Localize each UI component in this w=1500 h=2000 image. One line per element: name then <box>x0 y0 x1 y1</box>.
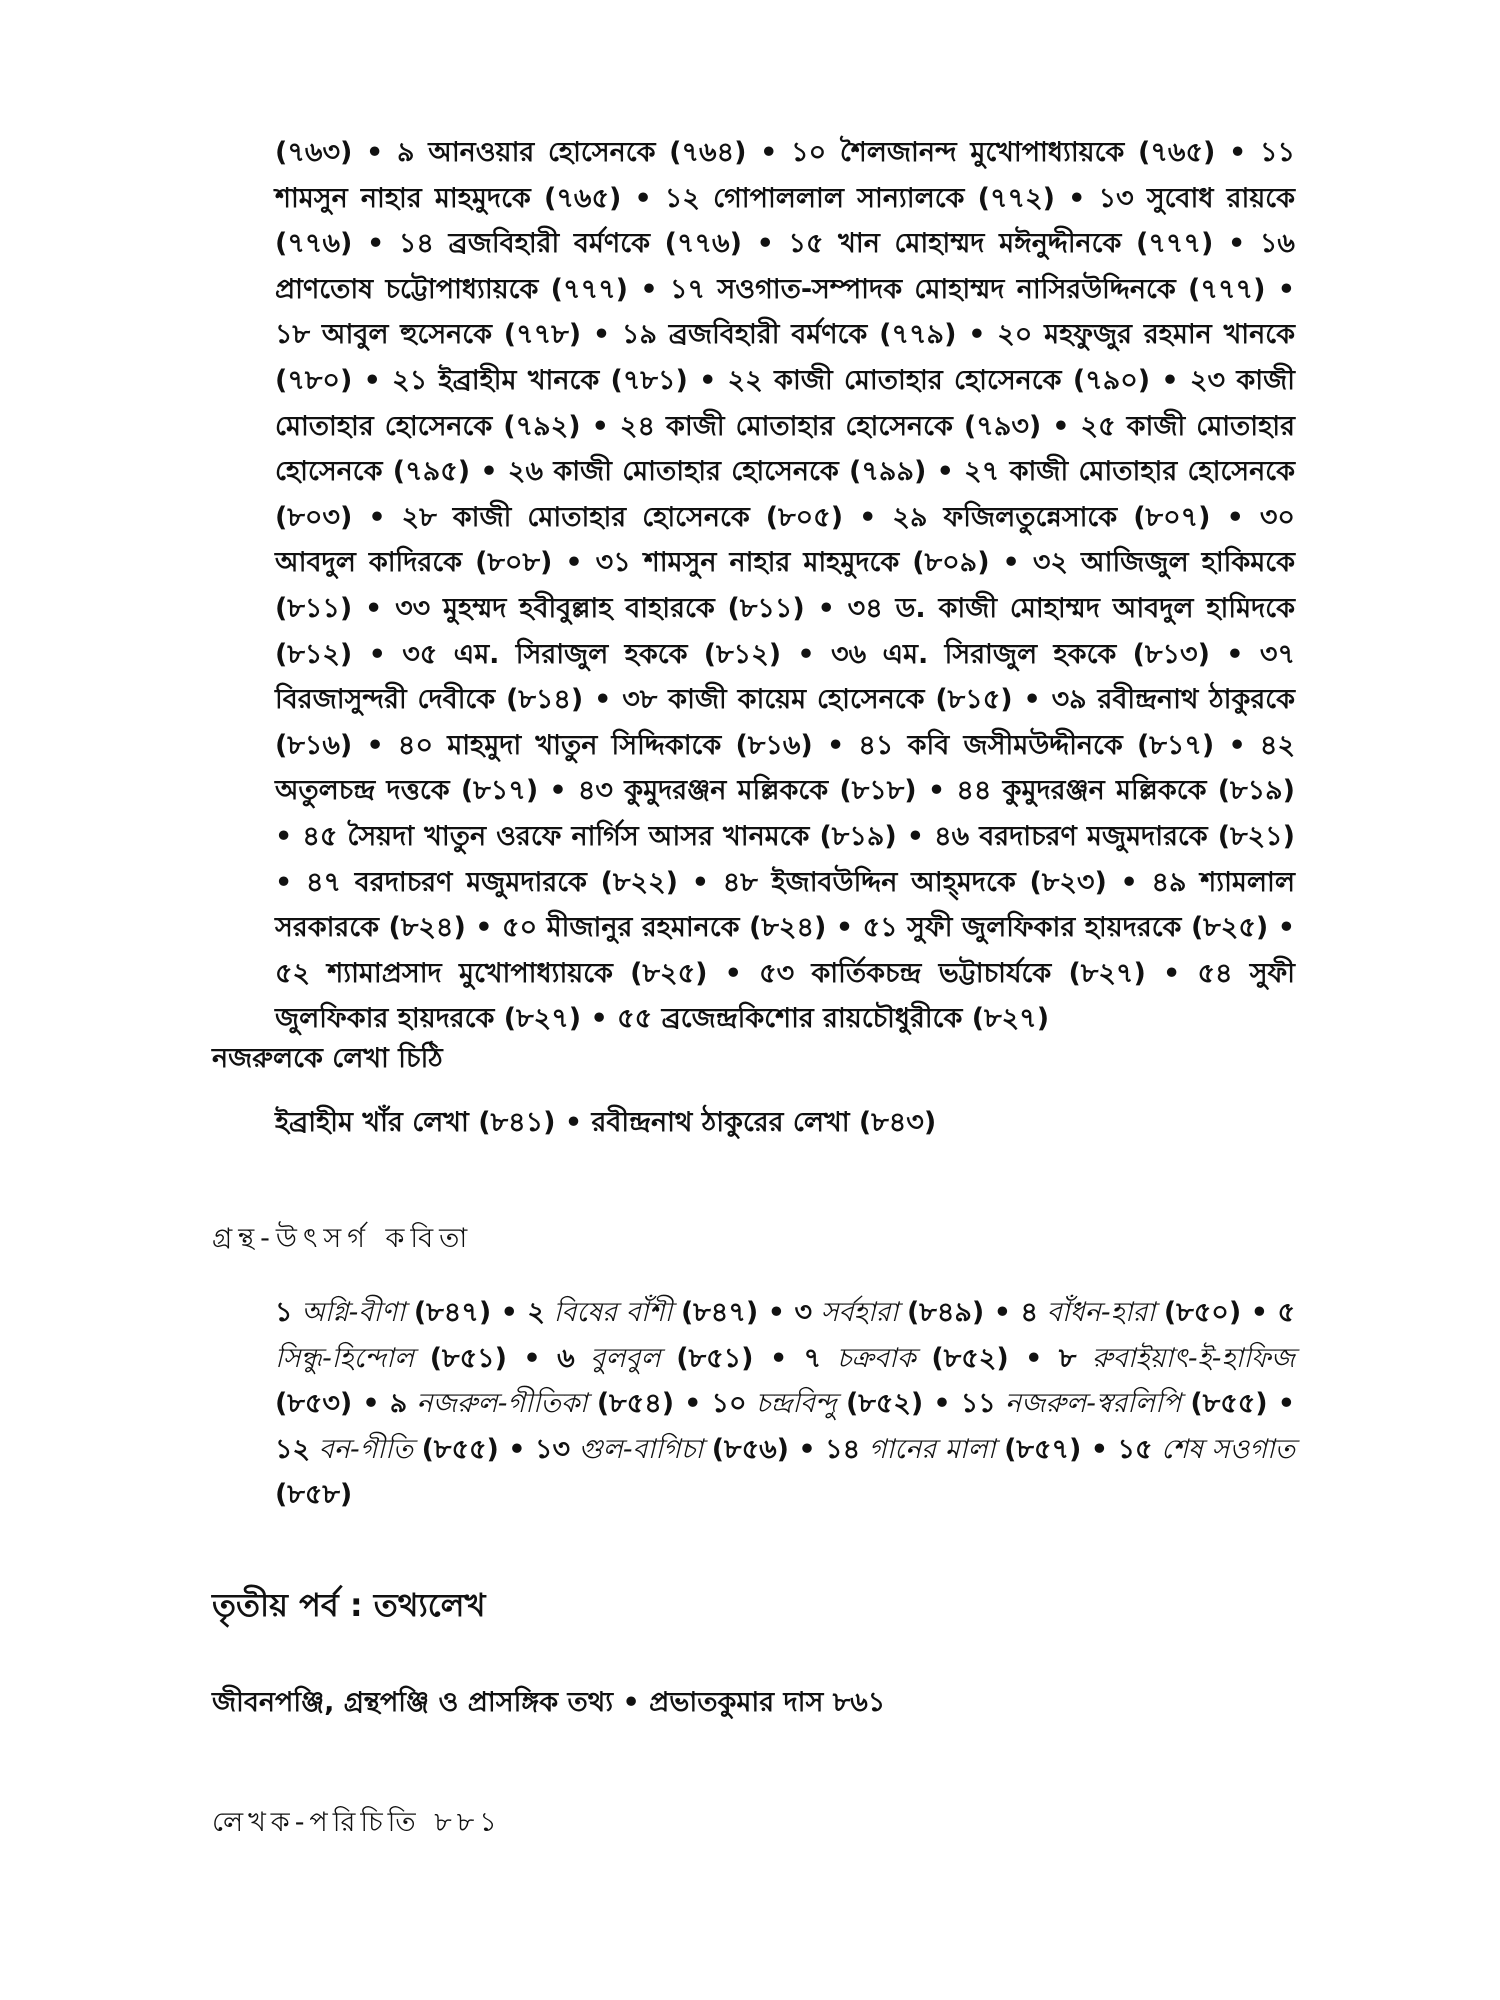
bullet-separator: • <box>1241 1297 1278 1328</box>
poem-page: (৮৫৪) <box>596 1388 675 1419</box>
poem-title: বন-গীতি <box>318 1433 413 1465</box>
part-three-title: তৃতীয় পর্ব : তথ্যলেখ <box>212 1586 486 1624</box>
poem-title: শেষ সওগাত <box>1161 1433 1296 1465</box>
poem-title: রুবাইয়াৎ-ই-হাফিজ <box>1092 1342 1295 1374</box>
dedication-poem-entry <box>390 1388 674 1419</box>
dedication-poem-entry <box>804 1343 1009 1374</box>
poem-number: ৩ <box>794 1297 813 1328</box>
bullet-separator: • <box>506 1342 558 1374</box>
poem-page: (৮৪৭) <box>680 1297 759 1328</box>
poem-number: ১০ <box>711 1388 747 1419</box>
dedication-poem-entry <box>712 1388 924 1419</box>
bullet-separator: • <box>789 1433 826 1465</box>
bullet-separator: • <box>498 1433 535 1465</box>
poem-title: গানের মালা <box>868 1433 996 1465</box>
poem-number: ৮ <box>1058 1342 1077 1374</box>
dedication-poem-entry <box>557 1343 753 1374</box>
poem-number: ১৪ <box>825 1433 861 1465</box>
poem-number: ৫ <box>1277 1297 1295 1328</box>
poem-title: সর্বহারা <box>820 1297 899 1328</box>
bullet-separator: • <box>1081 1433 1118 1465</box>
dedication-poem-entry <box>961 1388 1268 1419</box>
dedication-poem-entry <box>275 1434 499 1465</box>
dedication-poem-entry <box>794 1297 984 1328</box>
poem-number: ১১ <box>960 1388 996 1419</box>
poem-number: ১৩ <box>534 1433 571 1465</box>
dedication-poem-entry <box>527 1297 758 1328</box>
letters-to-nazrul-heading: নজরুলকে লেখা চিঠি <box>212 1043 443 1074</box>
poem-title: চক্রবাক <box>836 1342 916 1374</box>
poem-number: ১ <box>275 1297 293 1328</box>
dedication-poems-heading: গ্রন্থ-উৎসর্গ কবিতা <box>212 1223 474 1254</box>
poem-number: ৪ <box>1020 1297 1038 1328</box>
dedication-poem-entry <box>825 1434 1081 1465</box>
bullet-separator: • <box>753 1342 804 1374</box>
poem-page: (৮৫২) <box>931 1342 1009 1374</box>
dedication-poem-entry <box>275 1297 491 1328</box>
poem-number: ৭ <box>803 1342 822 1374</box>
poem-page: (৮৫০) <box>1163 1297 1242 1328</box>
poem-number: ১২ <box>275 1433 311 1465</box>
letters-list-paragraph: (৭৬৩) • ৯ আনওয়ার হোসেনকে (৭৬৪) • ১০ শৈলজানন্দ মুখোপাধ্যায়কে (৭৬৫) • ১১ শামসুন নাহার মাহমুদকে (৭৬৫) • ১২ গোপাললাল সান্যালকে (৭৭২) • ১৩ সুবোধ রায়কে (৭৭৬) • ১৪ ব্রজবিহারী বর্মণকে (৭৭৬) • ১৫ খান মোহাম্মদ মঈনুদ্দীনকে (৭৭৭) • ১৬ প্রাণতোষ চট্টোপাধ্যায়কে (৭৭৭) • ১৭ সওগাত-সম্পাদক মোহাম্মদ নাসিরউদ্দিনকে (৭৭৭) • ১৮ আবুল হুসেনকে (৭৭৮) • ১৯ ব্রজবিহারী বর্মণকে (৭৭৯) • ২০ মহফুজুর রহমান খানকে (৭৮০) • ২১ ইব্রাহীম খানকে (৭৮১) • ২২ কাজী মোতাহার হোসেনকে (৭৯০) • ২৩ কাজী মোতাহার হোসেনকে (৭৯২) • ২৪ কাজী মোতাহার হোসেনকে (৭৯৩) • ২৫ কাজী মোতাহার হোসেনকে (৭৯৫) • ২৬ কাজী মোতাহার হোসেনকে (৭৯৯) • ২৭ কাজী মোতাহার হোসেনকে (৮০৩) • ২৮ কাজী মোতাহার হোসেনকে (৮০৫) • ২৯ ফজিলতুন্নেসাকে (৮০৭) • ৩০ আবদুল কাদিরকে (৮০৮) • ৩১ শামসুন নাহার মাহমুদকে (৮০৯) • ৩২ আজিজুল হাকিমকে (৮১১) • ৩৩ মুহম্মদ হবীবুল্লাহ বাহারকে (৮১১) • ৩৪ ড. কাজী মোহাম্মদ আবদুল হামিদকে (৮১২) • ৩৫ এম. সিরাজুল হককে (৮১২) • ৩৬ এম. সিরাজুল হককে (৮১৩) • ৩৭ বিরজাসুন্দরী দেবীকে (৮১৪) • ৩৮ কাজী কায়েম হোসেনকে (৮১৫) • ৩৯ রবীন্দ্রনাথ ঠাকুরকে (৮১৬) • ৪০ মাহমুদা খাতুন সিদ্দিকাকে (৮১৬) • ৪১ কবি জসীমউদ্দীনকে (৮১৭) • ৪২ অতুলচন্দ্র দত্তকে (৮১৭) • ৪৩ কুমুদরঞ্জন মল্লিককে (৮১৮) • ৪৪ কুমুদরঞ্জন মল্লিককে (৮১৯) • ৪৫ সৈয়দা খাতুন ওরফে নার্গিস আসর খানমকে (৮১৯) • ৪৬ বরদাচরণ মজুমদারকে (৮২১) • ৪৭ বরদাচরণ মজুমদারকে (৮২২) • ৪৮ ইজাবউদ্দিন আহ্‌মদকে (৮২৩) • ৪৯ শ্যামলাল সরকারকে (৮২৪) • ৫০ মীজানুর রহমানকে (৮২৪) • ৫১ সুফী জুলফিকার হায়দরকে (৮২৫) • ৫২ শ্যামাপ্রসাদ মুখোপাধ্যায়কে (৮২৫) • ৫৩ কার্তিকচন্দ্র ভট্টাচার্যকে (৮২৭) • ৫৪ সুফী জুলফিকার হায়দরকে (৮২৭) • ৫৫ ব্রজেন্দ্রকিশোর রায়চৌধুরীকে (৮২৭) <box>275 137 1295 1035</box>
poem-page: (৮৪৯) <box>906 1297 985 1328</box>
poem-number: ১৫ <box>1117 1433 1153 1465</box>
dedication-poem-entry <box>1020 1297 1241 1328</box>
poem-number: ৬ <box>557 1342 575 1374</box>
poem-page: (৮৫৭) <box>1004 1433 1082 1465</box>
poem-title: বুলবুল <box>590 1342 661 1374</box>
poem-title: অগ্নি-বীণা <box>301 1297 406 1328</box>
bullet-separator: • <box>758 1297 795 1328</box>
poem-page: (৮৪৭) <box>413 1297 492 1328</box>
bullet-separator: • <box>1267 1388 1295 1419</box>
poem-page: (৮৫২) <box>845 1388 924 1419</box>
poem-page: (৮৫৩) <box>275 1388 353 1419</box>
poem-number: ৯ <box>389 1388 408 1419</box>
dedication-poems-list <box>275 1290 1295 1518</box>
author-intro-line: লেখক-পরিচিতি ৮৮১ <box>212 1807 502 1838</box>
poem-title: গুল-বাগিচা <box>578 1433 704 1465</box>
poem-title: সিন্ধু-হিন্দোল <box>275 1342 415 1374</box>
dedication-poem-entry <box>535 1434 789 1465</box>
poem-title: বিষের বাঁশী <box>553 1297 673 1328</box>
bullet-separator: • <box>674 1388 712 1419</box>
bullet-separator: • <box>1008 1342 1059 1374</box>
poem-page: (৮৫৫) <box>1190 1388 1268 1419</box>
bullet-separator: • <box>984 1297 1021 1328</box>
poem-page: (৮৫১) <box>676 1342 754 1374</box>
poem-title: নজরুল-গীতিকা <box>416 1388 588 1419</box>
poem-title: বাঁধন-হারা <box>1046 1297 1156 1328</box>
poem-title: চন্দ্রবিন্দু <box>755 1388 837 1419</box>
poem-page: (৮৫১) <box>429 1342 507 1374</box>
bullet-separator: • <box>923 1388 961 1419</box>
bullet-separator: • <box>491 1297 528 1328</box>
chronology-bibliography-line: জীবনপঞ্জি, গ্রন্থপঞ্জি ও প্রাসঙ্গিক তথ্য • প্রভাতকুমার দাস ৮৬১ <box>212 1687 886 1718</box>
bullet-separator: • <box>352 1388 390 1419</box>
poem-title: নজরুল-স্বরলিপি <box>1005 1388 1182 1419</box>
letters-to-nazrul-entries: ইব্রাহীম খাঁর লেখা (৮৪১) • রবীন্দ্রনাথ ঠাকুরের লেখা (৮৪৩) <box>275 1107 937 1138</box>
poem-number: ২ <box>527 1297 545 1328</box>
poem-page: (৮৫৬) <box>711 1433 789 1465</box>
poem-page: (৮৫৫) <box>421 1433 499 1465</box>
poem-page: (৮৫৮) <box>275 1479 353 1510</box>
